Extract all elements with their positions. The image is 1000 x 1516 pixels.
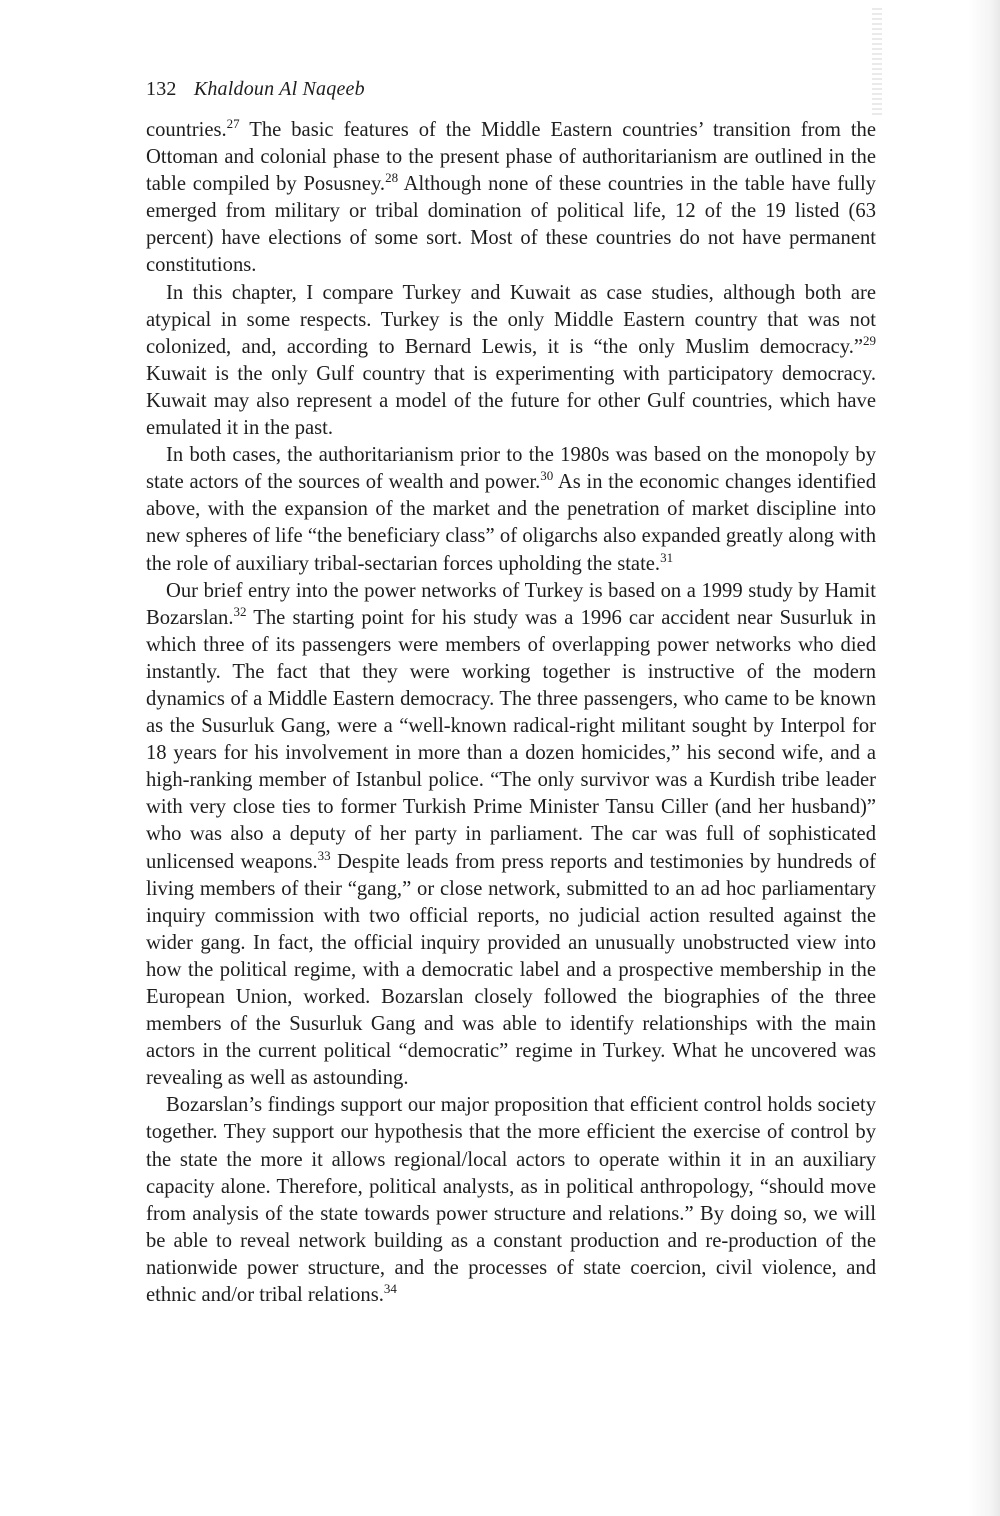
paragraph [146, 280, 876, 443]
scan-edge-speckle [872, 8, 882, 118]
footnote-ref: 34 [383, 1281, 397, 1297]
footnote-ref: 27 [226, 116, 240, 132]
footnote-ref: 29 [863, 332, 876, 348]
footnote-ref: 28 [385, 170, 399, 186]
text-run: Although none of these countries in the table have fully emerged from military or tribal domination of political life, 12 of the 19 listed (63 percent) have elections of some sort. Most of these countries do not have permanent constitutions. [146, 173, 876, 277]
scan-edge-shadow [968, 0, 1000, 1516]
footnote-ref: 33 [317, 847, 331, 863]
text-run: The starting point for his study was a 1996 car accident near Susurluk in which three of its passengers were members of overlapping power networks who died instantly. The fact that they were working together is instructive of the modern dynamics of a Middle Eastern democracy. The three passengers, who came to be known as the Susurluk Gang, were a “well-known radical-right militant sought by Interpol for 18 years for his involvement in more than a dozen homicides,” his second wife, and a high-ranking member of Istanbul police. “The only survivor was a Kurdish tribe leader with very close ties to former Turkish Prime Minister Tansu Ciller (and her husband)” who was also a deputy of her party in parliament. The car was full of sophisticated unlicensed weapons. [146, 606, 876, 873]
text-run: Bozarslan’s findings support our major proposition that efficient control holds society together. They support our hypothesis that the more efficient the exercise of control by the state the more it allows regional/local actors to operate within it in an auxiliary capacity alone. Therefore, political analysts, as in political anthropology, “should move from analysis of the state towards power structure and relations.” By doing so, we will be able to reveal network building as a constant production and re-production of the nationwide power structure, and the processes of state coercion, civil violence, and ethnic and/or tribal relations. [146, 1094, 876, 1307]
footnote-ref: 32 [233, 603, 247, 619]
paragraph [146, 117, 876, 280]
body-text [146, 117, 876, 1309]
footnote-ref: 31 [660, 549, 674, 565]
paragraph [146, 578, 876, 1093]
text-run: The basic features of the Middle Eastern countries’ transition from the Ottoman and colonial phase to the present phase of authoritarianism are outlined in the table compiled by Posusney. [146, 119, 876, 196]
running-head [146, 78, 365, 101]
text-run: In both cases, the authoritarianism prior to the 1980s was based on the monopoly by state actors of the sources of wealth and power. [146, 444, 876, 494]
text-run: In this chapter, I compare Turkey and Kuwait as case studies, although both are atypical in some respects. Turkey is the only Middle Eastern country that was not colonized, and, according to Bernard Lewis, it is “the only Muslim democracy.” [146, 281, 876, 358]
page-number: 132 [146, 78, 177, 100]
text-run: countries. [146, 119, 227, 141]
text-run: Our brief entry into the power networks of Turkey is based on a 1999 study by Hamit Bozarslan. [146, 579, 876, 629]
paragraph [146, 442, 876, 577]
running-head-author: Khaldoun Al Naqeeb [193, 78, 365, 100]
text-run: As in the economic changes identified above, with the expansion of the market and the penetration of market discipline into new spheres of life “the beneficiary class” of oligarchs also expanded greatly along with the role of auxiliary tribal-sectarian forces upholding the state. [146, 471, 876, 575]
text-run: Despite leads from press reports and testimonies by hundreds of living members of their “gang,” or close network, submitted to an ad hoc parliamentary inquiry commission with two official reports, no judicial action resulted against the wider gang. In fact, the official inquiry provided an unusually unobstructed view into how the political regime, with a democratic label and a prospective membership in the European Union, worked. Bozarslan closely followed the biographies of the three members of the Susurluk Gang and was able to identify relationships with the main actors in the current political “democratic” regime in Turkey. What he uncovered was revealing as well as astounding. [146, 850, 876, 1090]
paragraph [146, 1092, 876, 1309]
footnote-ref: 30 [540, 468, 554, 484]
text-run: Kuwait is the only Gulf country that is experimenting with participatory democracy. Kuwait may also represent a model of the future for other Gulf countries, which have emulated it in the past. [146, 362, 876, 440]
